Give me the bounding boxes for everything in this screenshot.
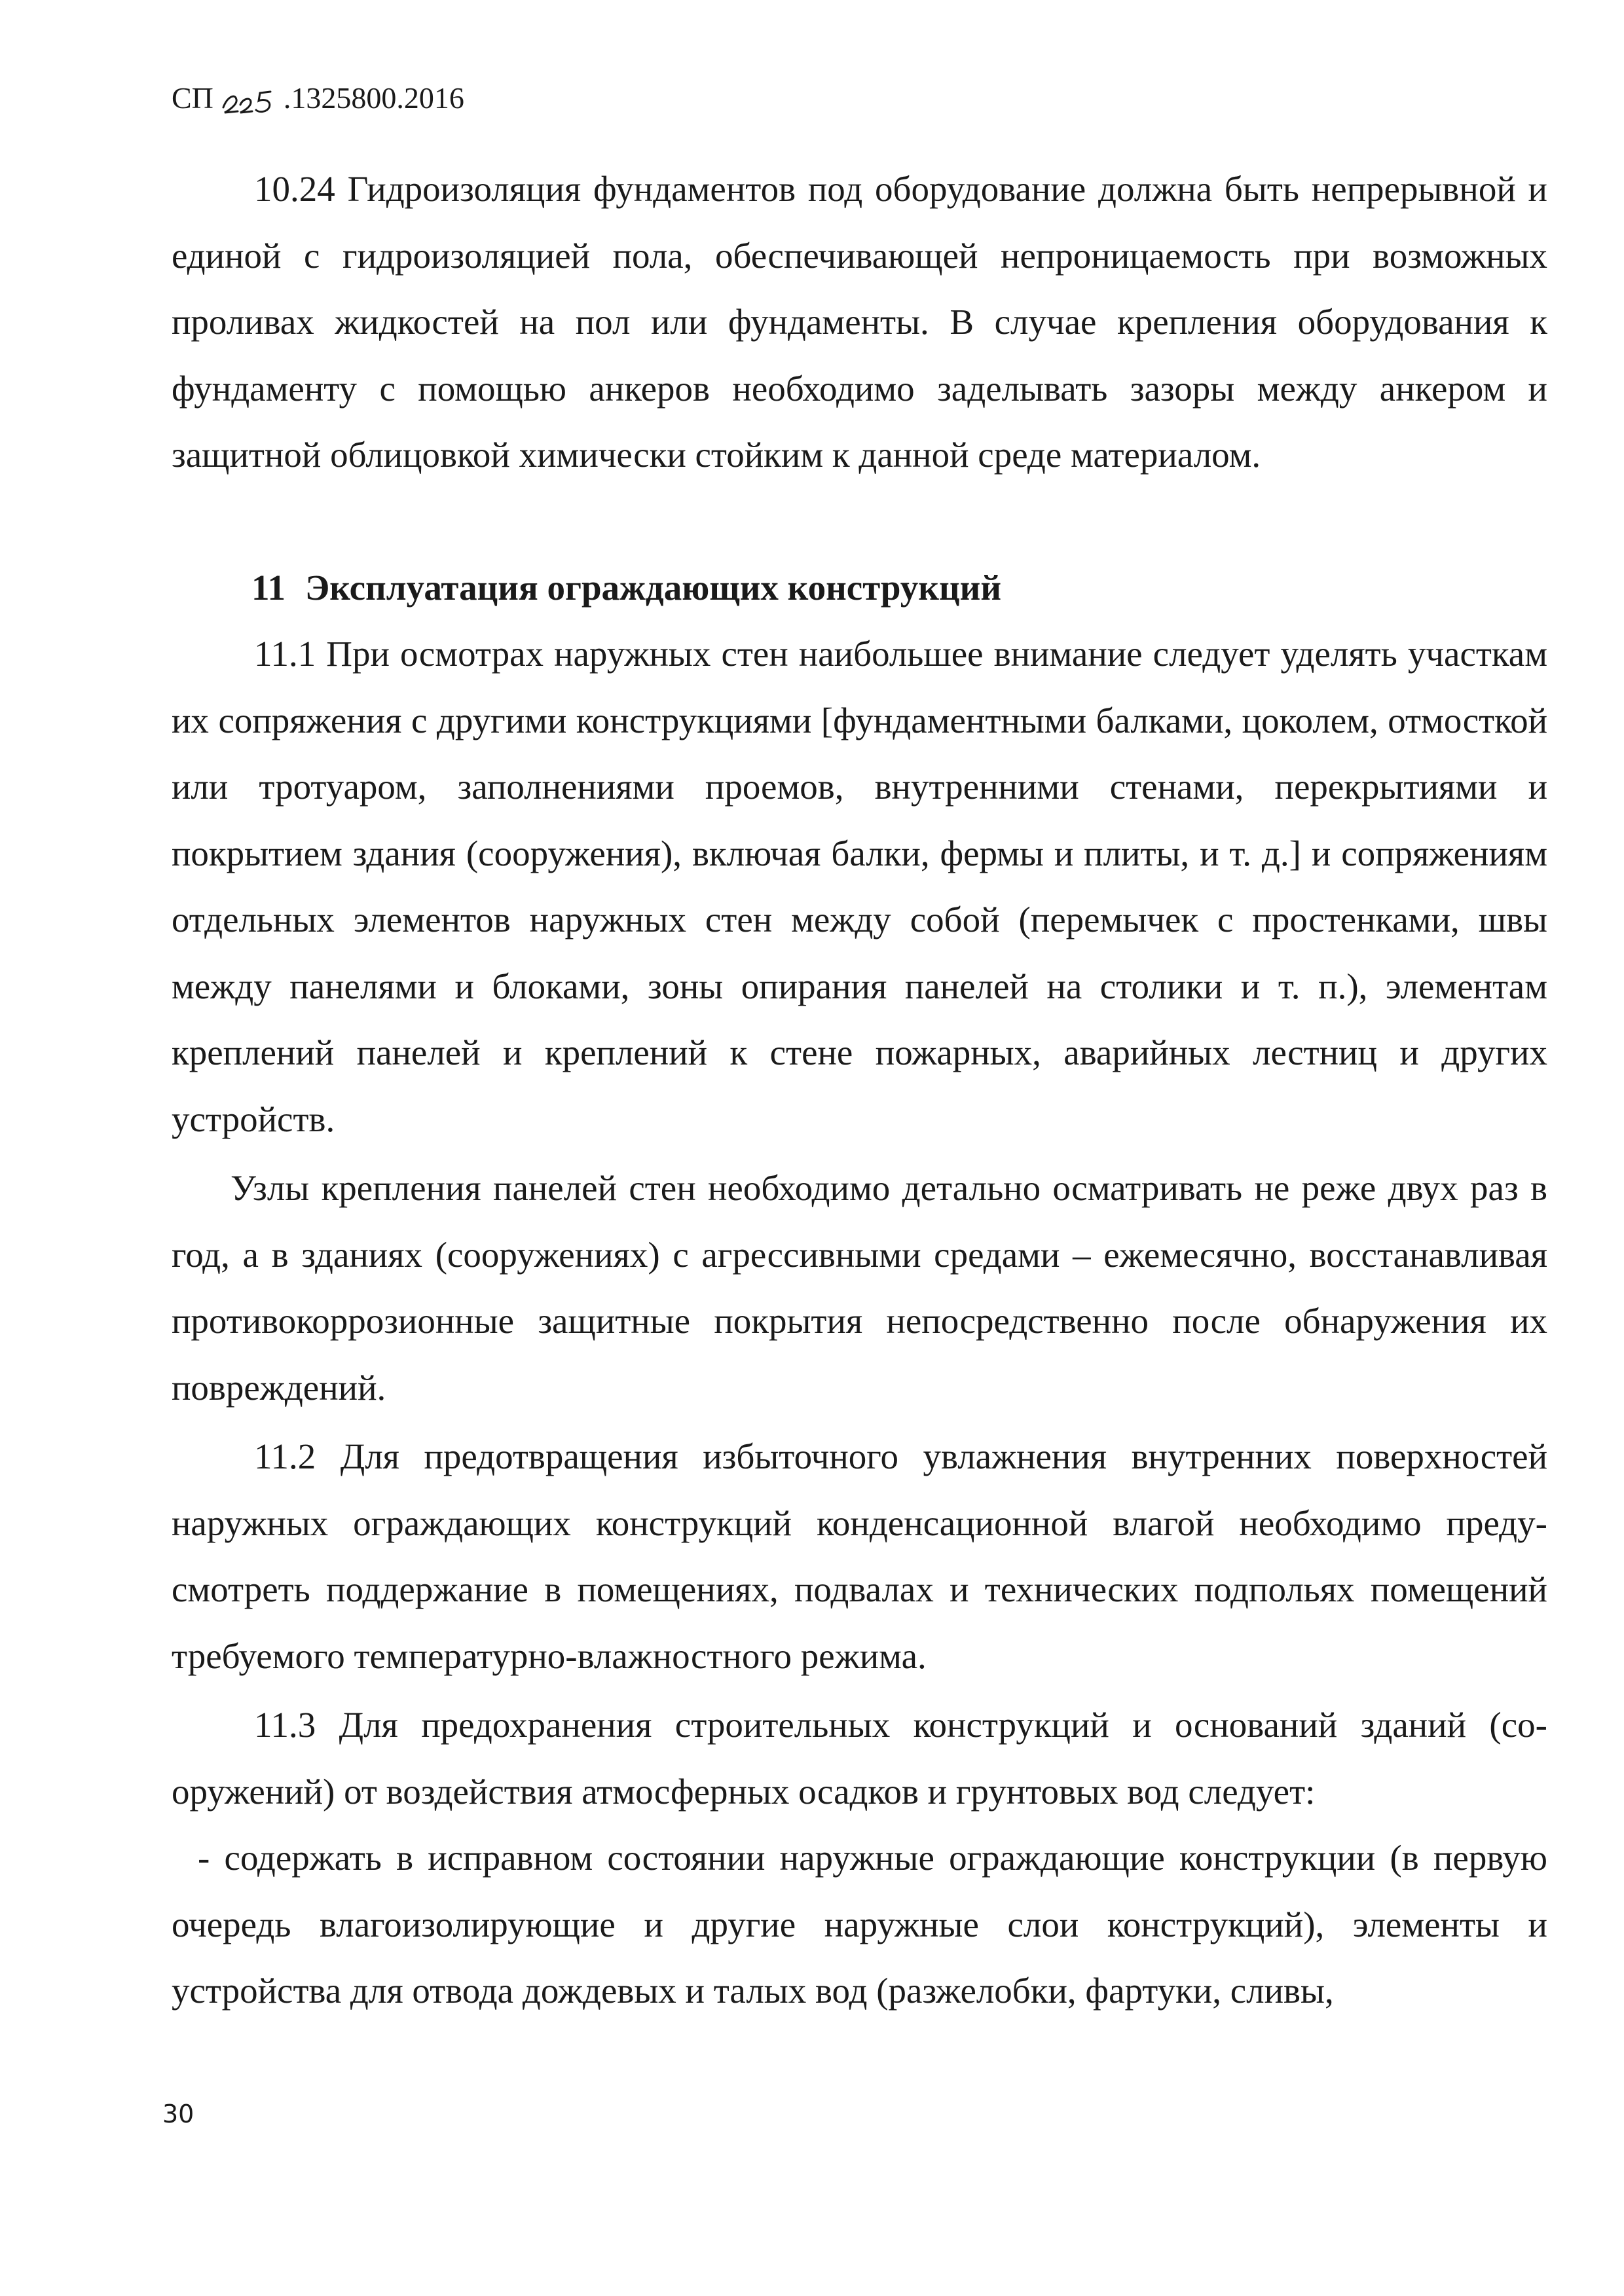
document-code-suffix: .1325800.2016 bbox=[283, 81, 464, 115]
section-11-title: Эксплуатация ограждающих конструкций bbox=[304, 567, 1002, 608]
list-item-dash-1: - содержать в исправном состоянии наружные ограждающие конструкции (в первую очередь влагоизолирующие и другие наружные слои конструкций), элементы и устройства для отвода дождевых и талых вод (разжелобки, фартуки, сливы, bbox=[172, 1838, 1547, 2011]
document-code-header bbox=[172, 79, 464, 118]
paragraph-nodes-inspection: Узлы крепления панелей стен необходимо детально осматривать не реже двух раз в год, а в зданиях (сооружениях) с агрессивными средами – ежемесячно, восстанавливая противокоррозионные защитные покрытия непосредственно после обнаружения их повреждений. bbox=[172, 1168, 1547, 1408]
handwritten-number-mark bbox=[221, 79, 276, 118]
document-body bbox=[172, 156, 1547, 2024]
paragraph-11-2: 11.2 Для предотвращения избыточного увлажнения внутренних поверхностей наружных ограждающих конструкций конденсационной влагой необходимо предусмотреть поддержание в помещениях, подвалах и технических подпольях помещений требуемого температурно-влажностного режима. bbox=[172, 1436, 1547, 1676]
paragraph-11-1: 11.1 При осмотрах наружных стен наибольшее внимание следует уделять участкам их сопряжения с другими конструкциями [фундаментными балками, цоколем, отмосткой или тротуаром, заполнениями проемов, внутренними стенами, перекрытиями и покрытием здания (сооружения), включая балки, фермы и плиты, и т. д.] и сопряжениям отдельных элементов наружных стен между собой (перемычек с простенками, швы между панелями и блоками, зоны опирания панелей на столики и т. п.), элементам креплений панелей и креплений к стене пожарных, аварийных лестниц и других устройств. bbox=[172, 634, 1547, 1139]
paragraph-10-24: 10.24 Гидроизоляция фундаментов под оборудование должна быть непрерывной и единой с гидроизоляцией пола, обеспечивающей непроницаемость при возможных проливах жидкостей на пол или фундаменты. В случае крепления оборудования к фундаменту с помощью анкеров необходимо заделывать зазоры между анкером и защитной облицовкой химически стойким к данной среде материалом. bbox=[172, 169, 1547, 475]
section-11-heading bbox=[172, 555, 1547, 621]
document-code-prefix: СП bbox=[172, 81, 213, 115]
section-spacer bbox=[172, 488, 1547, 555]
page-number: 30 bbox=[162, 2100, 194, 2128]
paragraph-11-3: 11.3 Для предохранения строительных конструкций и оснований зданий (сооружений) от воздействия атмосферных осадков и грунтовых вод следует: bbox=[172, 1705, 1547, 1812]
section-11-number: 11 bbox=[251, 567, 286, 608]
